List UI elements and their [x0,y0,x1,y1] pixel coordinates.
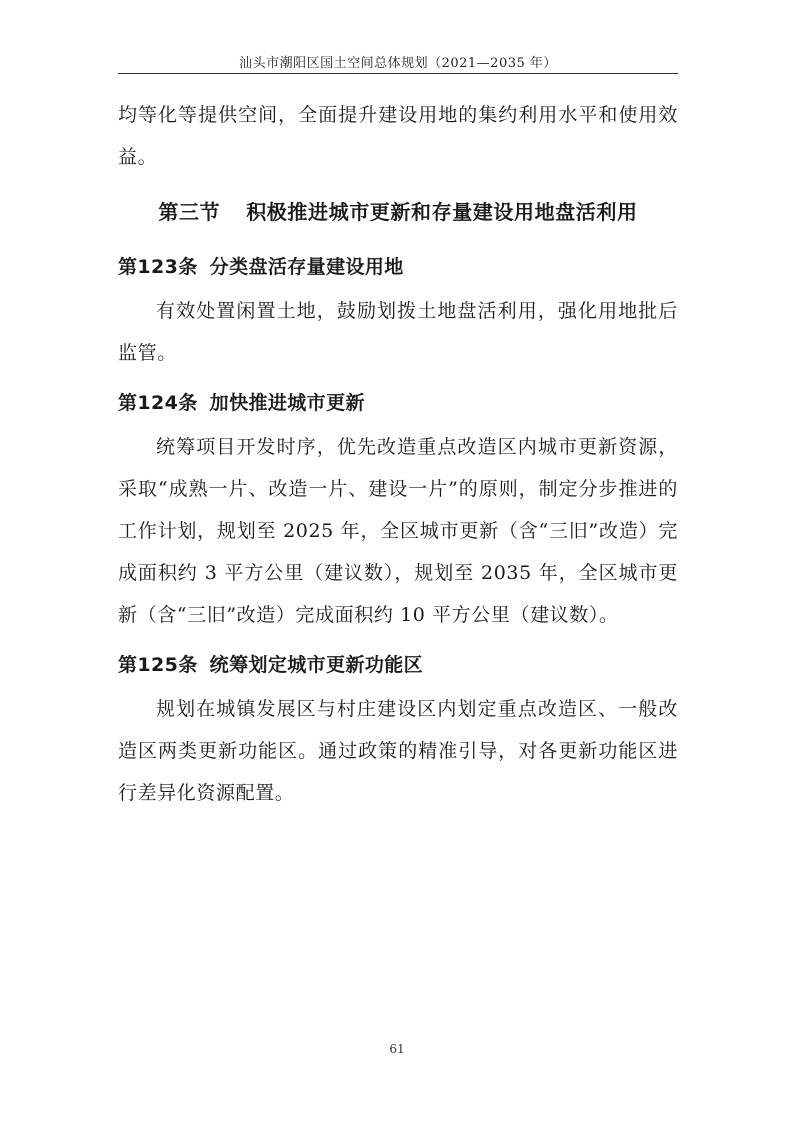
article-number: 第123条 [118,256,198,278]
page-body [118,94,678,814]
article-heading [118,642,678,688]
page-number: 61 [389,1042,405,1056]
section-title: 积极推进城市更新和存量建设用地盘活利用 [246,200,638,224]
article-number: 第125条 [118,654,198,676]
section-number: 第三节 [158,200,221,224]
article-body: 有效处置闲置土地，鼓励划拨土地盘活利用，强化用地批后监管。 [118,300,678,364]
article-title: 分类盘活存量建设用地 [209,256,404,278]
article-125 [118,642,678,814]
article-123 [118,244,678,374]
running-header: 汕头市潮阳区国土空间总体规划（2021—2035 年） [239,56,557,71]
continuation-paragraph: 均等化等提供空间，全面提升建设用地的集约利用水平和使用效益。 [118,104,678,168]
article-heading [118,380,678,426]
section-heading [118,184,678,240]
article-124 [118,380,678,636]
article-body: 规划在城镇发展区与村庄建设区内划定重点改造区、一般改造区两类更新功能区。通过政策的精准引导，对各更新功能区进行差异化资源配置。 [118,698,678,804]
article-title: 加快推进城市更新 [209,392,365,414]
article-heading [118,244,678,290]
article-title: 统筹划定城市更新功能区 [209,654,424,676]
article-body: 统筹项目开发时序，优先改造重点改造区内城市更新资源，采取“成熟一片、改造一片、建设一片”的原则，制定分步推进的工作计划，规划至 2025 年，全区城市更新（含“三旧”改造）完成面积约 3 平方公里（建议数），规划至 2035 年，全区城市更新（含“三旧”改造）完成面积约 10 平方公里（建议数）。 [118,436,678,626]
article-number: 第124条 [118,392,198,414]
header-divider [118,73,678,74]
